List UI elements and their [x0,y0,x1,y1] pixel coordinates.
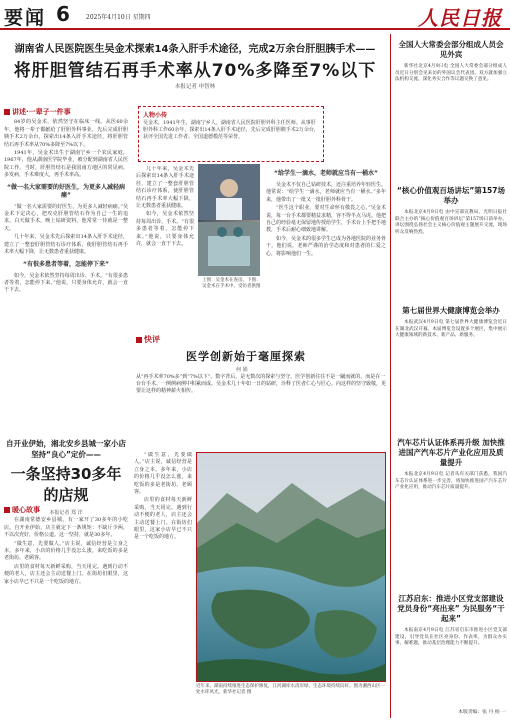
lead-kicker: 湖南省人民医院医生吴金术探索14条入肝手术途径，完成2万余台肝胆胰手术—— [14,44,376,55]
red-square-icon [136,337,142,343]
page-editors: 本版责编：张 丹 杨 一 [458,710,506,715]
red-square-icon [4,109,10,115]
sidebar-text: 本报武汉4月9日电 第七届世界大健康博览会近日在湖北武汉开幕。本届博览会设置多个展区，集中展示大健康领域的新技术、新产品、新服务。 [395,320,507,338]
sidebar-headline: 江苏启东：推进小区党支部建设 党员身份“亮出来” 为民服务“干起来” [397,594,505,623]
second-story-paragraph: “做生意，先要做人。”店主说，诚信经营是立身之本。多年来，小店的价格几乎没怎么涨，来吃饭的多是老街坊、老顾客。 [4,540,128,562]
doctor-photo-caption: 上图：吴金术在查房。下图：吴金术在手术中。受访者供图 [202,278,261,289]
lead-paragraph: 84岁的吴金术，依然坚守在临床一线。从医60余年，他将一辈子都献给了肝胆外科事业，先后完成肝胆胰手术2万余台，探索出14条入肝手术途径，将肝胆管结石再手术率从70%多降至7%以下。 [4,119,128,148]
middle-paragraph: 如今，吴金术的很多学生已成为各地医院的业务骨干。他们说，老师严谨的治学态度和对患者的仁爱之心，将影响他们一生。 [266,235,386,257]
news-sidebar [390,34,506,718]
lead-paragraph: “做一名大家需要的好医生，为更多人减轻病痛。”吴金术下定决心，把攻克肝胆管结石作为自己一生的追求。白天做手术，晚上钻研资料，他常常一待就是一整天。 [4,203,128,232]
issue-date: 2025年4月10日 星期四 [86,14,151,21]
quick-review-text: 从“再手术率70%多”到“7%以下”，数字背后，是无数次的探索与坚守。医学创新往往不是一蹴而就的，而是在一台台手术、一例例病例中积累而成。吴金术几十年如一日的钻研，诠释了医者仁心与匠心。向这样的坚守致敬，更要让这样的精神薪火相传。 [136,374,387,395]
sidebar-story [395,40,507,84]
sidebar-story [395,186,507,236]
sidebar-headline: 第七届世界大健康博览会举办 [402,306,500,315]
masthead [0,0,510,30]
section-head-warm: 暖心故事 [4,507,128,514]
sidebar-text: 本报北京4月9日电 记者从有关部门获悉，我国汽车芯片认证体系进一步完善，将加快推进国产汽车芯片产业化应用，推动汽车芯片质量提升。 [395,472,507,490]
doctor-photo [198,164,260,276]
sidebar-text: 本报北京4月9日电 由中宣部宣教局、光明日报社联合主办的“核心价值观百场讲坛”第157场日前举办。讲坛围绕弘扬社会主义核心价值观主题展开交流，现场听众反响热烈。 [395,210,507,235]
sidebar-headline: “核心价值观百场讲坛”第157场举办 [396,186,505,205]
second-story-paragraph: “做生意，先要做人。”店主说，诚信经营是立身之本。多年来，小店的价格几乎没怎么涨，来吃饭的多是老街坊、老顾客。 [134,452,192,496]
lead-byline: 本报记者 申智林 [174,84,216,90]
profile-text: 吴金术，1941年生，湖南宁乡人，湖南省人民医院肝胆外科主任医师。从事肝胆外科工作60余年，探索出14条入肝手术途径，先后完成肝胆胰手术2万余台，获评全国先进工作者、全国道德模范等荣誉。 [143,120,319,140]
second-story-paragraph: 在湖南常德安乡县城，有一家开了30多年的小吃店。自开业伊始，店主就定下一条规矩：不缺斤少两，不以次充好，价格公道。这一坚持，就是30多年。 [4,517,128,539]
sidebar-headline: 汽车芯片认证体系再升级 加快推进国产汽车芯片产业化应用及质量提升 [397,438,505,467]
lead-subhead-1: “做一名大家需要的好医生，为更多人减轻病痛” [7,183,125,199]
middle-paragraph: 吴金术不仅自己钻研技术，还注重培养年轻医生。他常说：“给学生一滴水，老师就应当有一桶水。”多年来，他带出了一批又一批肝胆外科骨干。 [266,182,386,203]
sidebar-text: 本报南京4月9日电 江苏省启东市推进小区党支部建设，引导党员在社区亮身份、作表率，为群众办实事、解难题，推动基层治理能力不断提升。 [395,628,507,646]
lead-paragraph: 如今，吴金术依然坚持每周出诊、手术。“有很多患者等着，怎能停下来。”他说，只要身体允许，就会一直干下去。 [4,272,128,294]
newspaper-logo: 人民日报 [418,6,502,30]
lead-column-1 [4,106,128,436]
quick-review [136,334,386,454]
quick-review-title: 医学创新始于毫厘探索 [186,350,306,363]
landscape-photo-image [197,453,386,682]
second-story-kicker: 自开业伊始，湘北安乡县城一家小店坚持“良心”定价—— [6,439,126,459]
lead-paragraph: 如今，吴金术依然坚持每周出诊、手术。“有很多患者等着，怎能停下来。”他说，只要身体允许，就会一直干下去。 [136,211,194,248]
sidebar-story [395,438,507,492]
profile-tag: 人物小传 [143,112,168,119]
second-story-paragraph: 店里的食材每天新鲜采购，当天用完。遇到行动不便的老人，店主还会主动送餐上门。在街坊们眼里，这家小店早已不只是一个吃饭的地方。 [4,563,128,585]
second-story-column-1 [4,504,128,709]
section-head-story: 讲述·一辈子一件事 [4,109,128,116]
second-story-column-2 [134,452,192,709]
lead-paragraph: 几十年来，吴金术先后探索出14条入肝手术途径，建立了一整套肝胆管结石诊疗体系，使肝胆管结石再手术率大幅下降，让无数患者重获健康。 [136,166,194,210]
doctor-photo-image [198,164,260,276]
quick-review-head: 快评 [136,334,386,345]
middle-column [266,166,386,331]
second-story-title: 一条坚持30多年的店规 [10,465,122,504]
sidebar-headline: 全国人大常委会部分组成人员会见外宾 [398,40,504,59]
second-story-byline: 本报记者 郑 洋 [49,510,83,516]
lead-paragraph: 1941年，吴金术出生于湖南宁乡一个农民家庭。1967年，他从湖南医学院毕业，被分配到湖南省人民医院工作。当时，肝胆管结石是我国南方地区的常见病、多发病，手术难度大，再手术率高。 [4,150,128,179]
lead-subhead-2: “有很多患者等着，怎能停下来” [23,260,109,268]
lead-title: 将肝胆管结石再手术率从70%多降至7%以下 [13,61,377,81]
landscape-photo-caption: 近年来，湖南持续推进生态保护修复，江河湖库水清岸绿，生态环境持续向好。图为湘西山区一处水库风光。新华社记者 摄 [196,684,385,695]
section-name: 要闻 [4,7,47,29]
middle-paragraph: “医生这个职业，要对生命怀有敬畏之心。”吴金术说，每一台手术都要精益求精，容不得半点马虎。他把自己的经验毫无保留地传授给学生，手术台上手把手地教，手术后耐心细致地讲解。 [266,205,386,234]
red-square-icon [4,507,10,513]
main-content [4,34,386,714]
sidebar-text: 新华社北京4月9日电 全国人大常委会部分组成人员近日分别会见来访的外国议会代表团。双方就加强立法机构交流、深化务实合作等议题交换了意见。 [395,64,507,82]
sidebar-story [395,594,507,648]
page-number: 6 [56,2,70,26]
second-story-paragraph: 店里的食材每天新鲜采购，当天用完。遇到行动不便的老人，店主还会主动送餐上门。在街坊们眼里，这家小店早已不只是一个吃饭的地方。 [134,497,192,541]
lead-column-2 [136,166,194,331]
middle-subhead: “给学生一滴水，老师就应当有一桶水” [274,170,378,177]
quick-review-byline: 何 娟 [236,367,248,373]
sidebar-story [395,306,507,340]
landscape-photo [196,452,386,682]
profile-box [138,106,324,162]
lead-paragraph: 几十年来，吴金术先后探索出14条入肝手术途径，建立了一整套肝胆管结石诊疗体系，使肝胆管结石再手术率大幅下降，让无数患者重获健康。 [4,234,128,256]
